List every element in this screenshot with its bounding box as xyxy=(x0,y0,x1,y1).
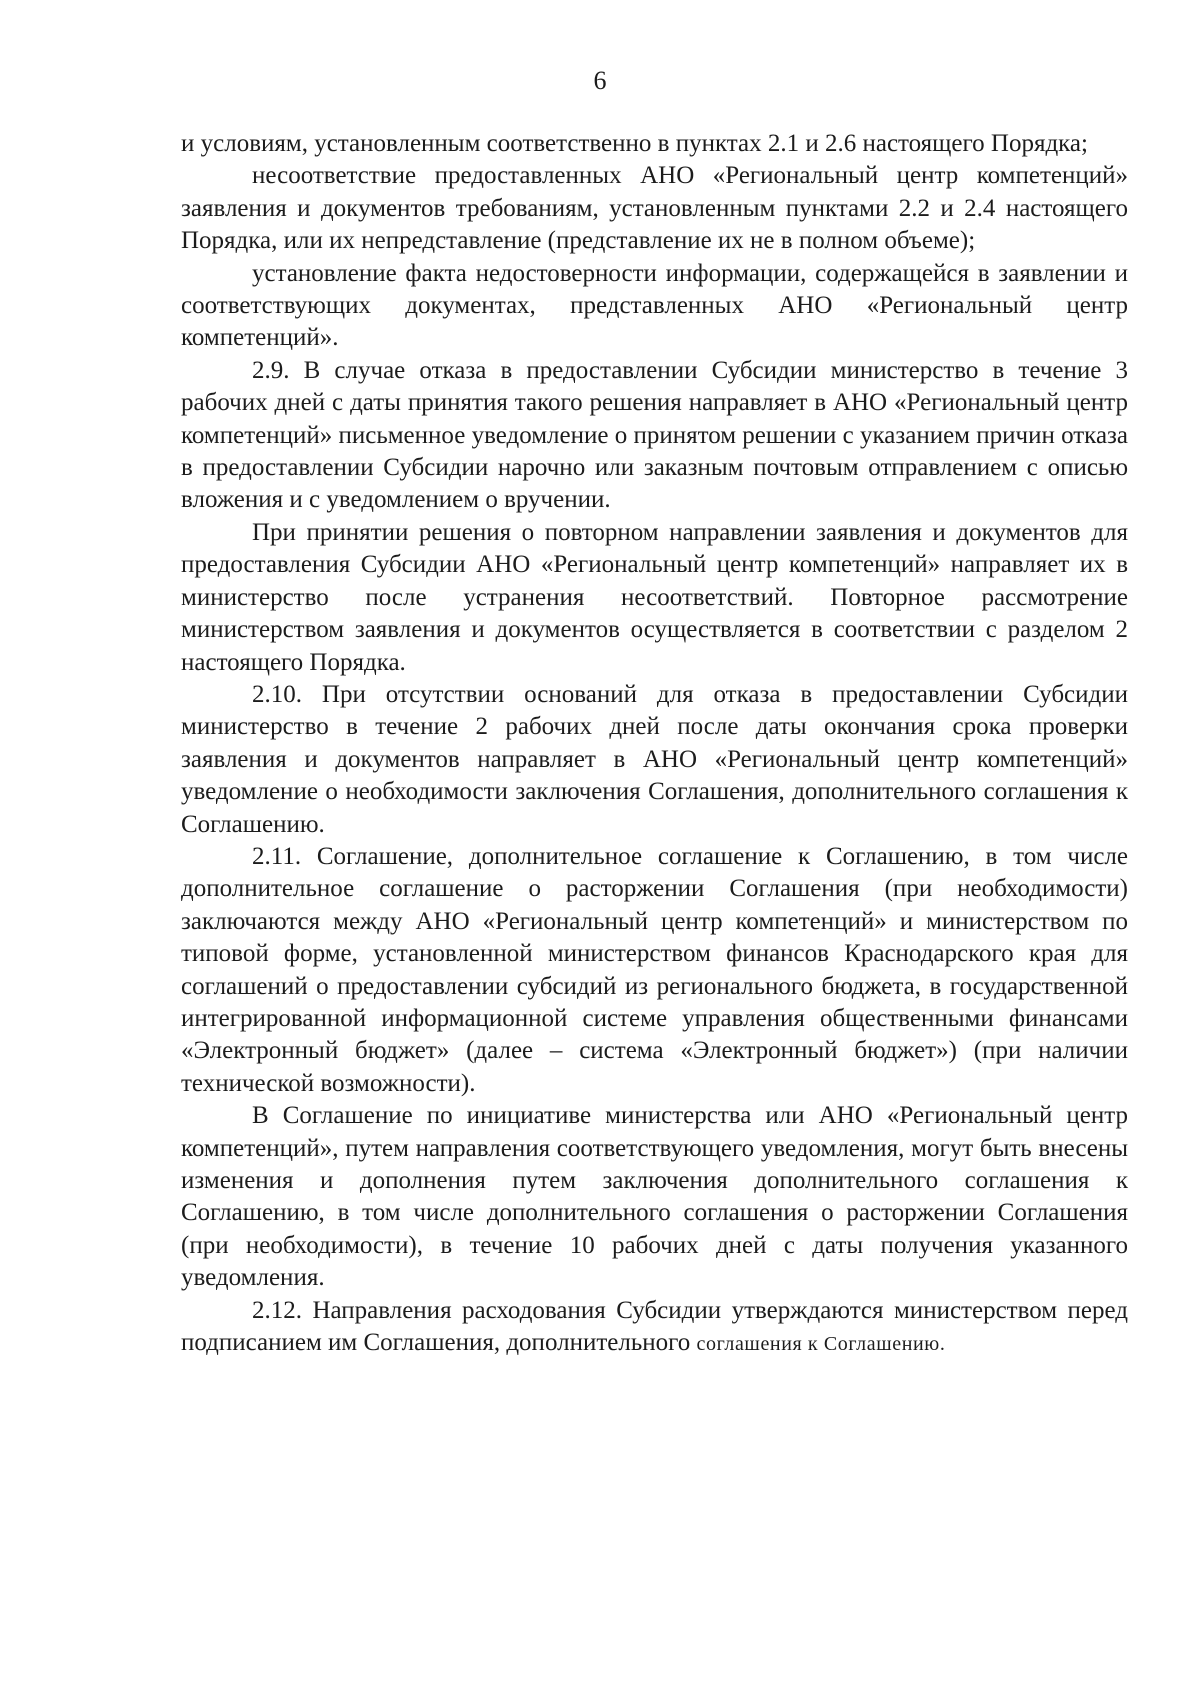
paragraph-agreement-amendments: В Соглашение по инициативе министерства или АНО «Региональный центр компетенций», путем направления соответствующего уведомления, могут быть внесены изменения и дополнения путем заключения дополнительного соглашения к Соглашению, в том числе дополнительного соглашения о расторжении Соглашения (при необходимости), в течение 10 рабочих дней с даты получения указанного уведомления. xyxy=(181,1102,1128,1292)
paragraph-resubmission: При принятии решения о повторном направлении заявления и документов для предоставления Субсидии АНО «Региональный центр компетенций» направляет их в министерство после устранения несоответствий. Повторное рассмотрение министерством заявления и документов осуществляется в соответствии с разделом 2 настоящего Порядка. xyxy=(181,518,1128,676)
paragraph-2-12 xyxy=(181,1295,1128,1361)
paragraph-2-12-main: 2.12. Направления расходования Субсидии утверждаются министерством перед подписанием им Соглашения, дополнительного xyxy=(181,1296,1128,1357)
paragraph-2-11: 2.11. Соглашение, дополнительное соглашение к Соглашению, в том числе дополнительное соглашение о расторжении Соглашения (при необходимости) заключаются между АНО «Региональный центр компетенций» и министерством по типовой форме, установленной министерством финансов Краснодарского края для соглашений о предоставлении субсидий из регионального бюджета, в государственной интегрированной информационной системе управления общественными финансами «Электронный бюджет» (далее – система «Электронный бюджет») (при наличии технической возможности). xyxy=(181,842,1128,1097)
page-number: 6 xyxy=(593,66,607,95)
paragraph-conditions-continuation: и условиям, установленным соответственно в пунктах 2.1 и 2.6 настоящего Порядка; xyxy=(181,130,1088,157)
paragraph-2-10: 2.10. При отсутствии оснований для отказа в предоставлении Субсидии министерство в течение 2 рабочих дней после даты окончания срока проверки заявления и документов направляет в АНО «Региональный центр компетенций» уведомление о необходимости заключения Соглашения, дополнительного соглашения к Соглашению. xyxy=(181,680,1128,838)
document-body xyxy=(181,128,1128,1360)
paragraph-unreliable-information: установление факта недостоверности информации, содержащейся в заявлении и соответствующих документах, представленных АНО «Региональный центр компетенций». xyxy=(181,259,1128,352)
paragraph-2-12-tail: соглашения к Соглашению. xyxy=(696,1333,946,1356)
paragraph-2-9: 2.9. В случае отказа в предоставлении Субсидии министерство в течение 3 рабочих дней с даты принятия такого решения направляет в АНО «Региональный центр компетенций» письменное уведомление о принятом решении с указанием причин отказа в предоставлении Субсидии нарочно или заказным почтовым отправлением с описью вложения и с уведомлением о вручении. xyxy=(181,356,1129,514)
paragraph-noncompliance: несоответствие предоставленных АНО «Региональный центр компетенций» заявления и документов требованиям, установленным пунктами 2.2 и 2.4 настоящего Порядка, или их непредставление (представление их не в полном объеме); xyxy=(181,162,1128,255)
